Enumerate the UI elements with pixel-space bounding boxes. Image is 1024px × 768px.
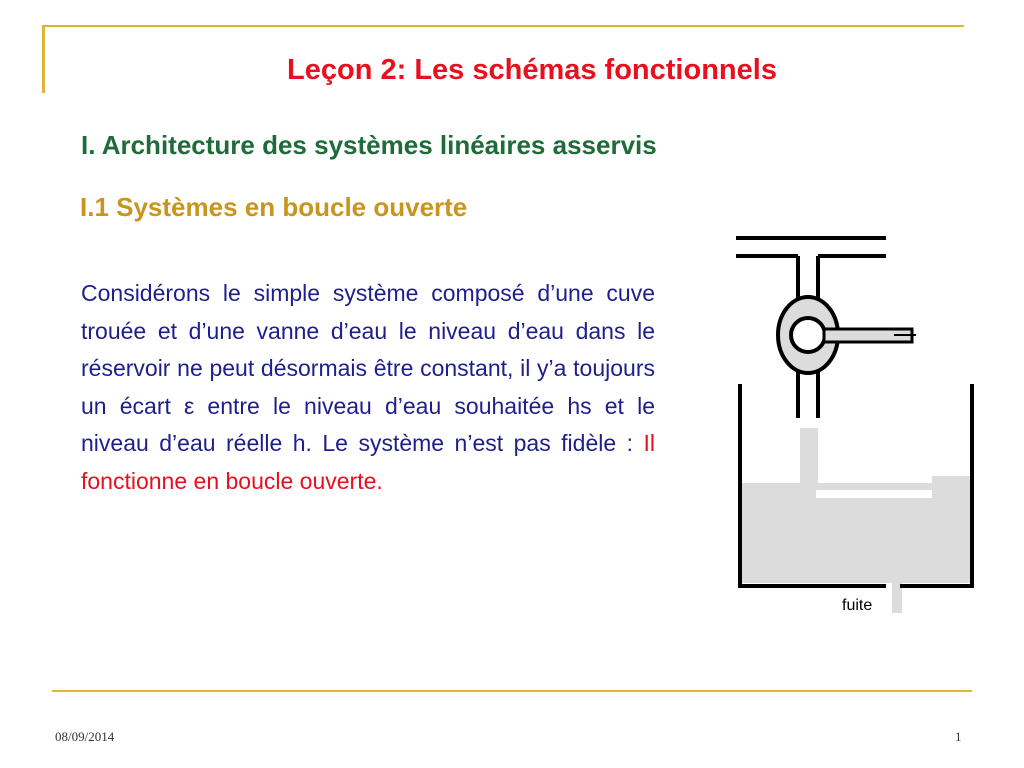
- body-paragraph: [81, 275, 655, 500]
- slide-title: Leçon 2: Les schémas fonctionnels: [287, 54, 777, 86]
- footer-page-number: 1: [955, 729, 962, 744]
- body-paragraph-main: Considérons le simple système composé d’une cuve trouée et d’une vanne d’eau le niveau d’eau dans le réservoir ne peut désormais être constant, il y’a toujours un écart ε entre le niveau d’eau souhaitée hs et le niveau d’eau réelle h. Le système n’est pas fidèle :: [81, 280, 655, 456]
- frame-bottom-line: [52, 690, 972, 692]
- water-step: [816, 490, 932, 498]
- subsection-heading: I.1 Systèmes en boucle ouverte: [80, 192, 468, 222]
- valve-disc: [791, 318, 825, 352]
- footer-date: 08/09/2014: [55, 729, 115, 744]
- tank-valve-diagram: [728, 228, 978, 618]
- water-jet: [800, 428, 818, 488]
- body-paragraph-highlight: Il fonctionne en boucle ouverte.: [81, 430, 655, 494]
- section-heading: I. Architecture des systèmes linéaires asservis: [81, 130, 657, 160]
- leak-label: fuite: [842, 597, 873, 614]
- water-wave: [932, 476, 970, 486]
- frame-top-line: [44, 25, 964, 27]
